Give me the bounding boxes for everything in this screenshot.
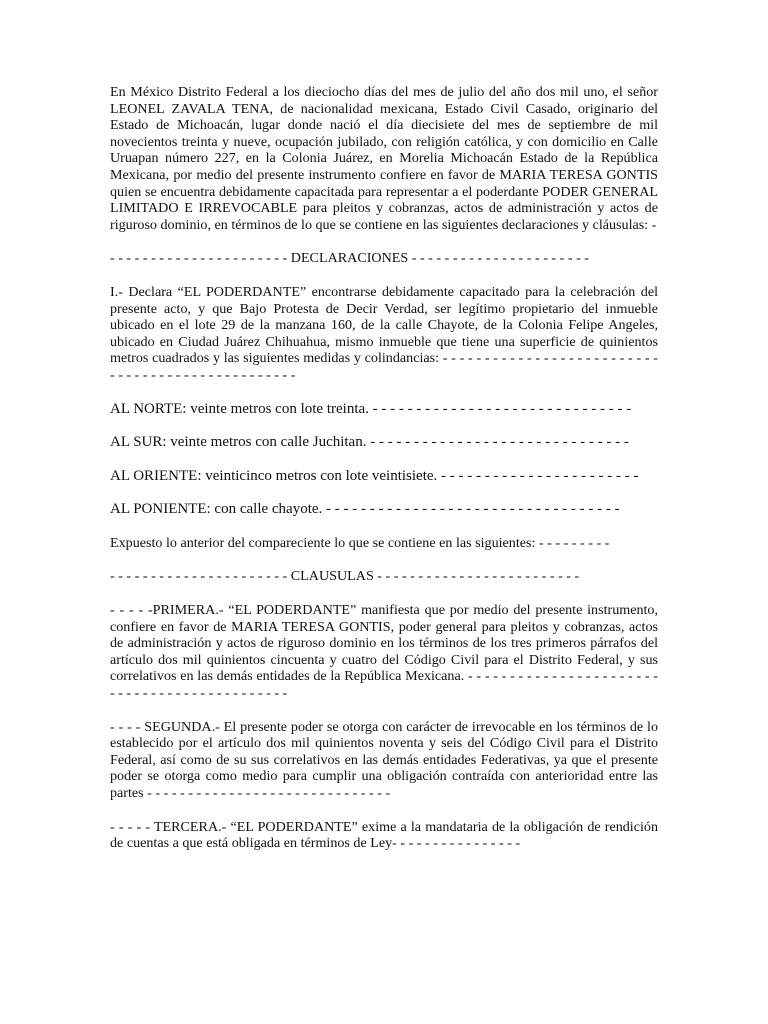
declaraciones-heading: - - - - - - - - - - - - - - - - - - - - - - DECLARACIONES - - - - - - - - - - - - - - - - - - - - - -: [110, 250, 589, 267]
tercera-clause: - - - - - TERCERA.- “EL PODERDANTE” exime a la mandataria de la obligación de rendición de cuentas a que está obligada en términos de Ley- - - - - - - - - - - - - - - -: [110, 818, 658, 852]
al-norte-paragraph: AL NORTE: veinte metros con lote treinta. - - - - - - - - - - - - - - - - - - - - - - - - - - - - - -: [110, 400, 632, 417]
al-sur-paragraph: AL SUR: veinte metros con calle Juchitan. - - - - - - - - - - - - - - - - - - - - - - - - - - - - - -: [110, 434, 629, 451]
expuesto-paragraph: Expuesto lo anterior del compareciente lo que se contiene en las siguientes: - - - - - - - - -: [110, 534, 610, 551]
declaracion-1-paragraph: I.- Declara “EL PODERDANTE” encontrarse debidamente capacitado para la celebración del presente acto, y que Bajo Protesta de Decir Verdad, ser legítimo propietario del inmueble ubicado en el lote 29 de la manzana 160, de la calle Chayote, de la Colonia Felipe Angeles, ubicado en Ciudad Juárez Chihuahua, mismo inmueble que tiene una superficie de quinientos metros cuadrados y las siguientes medidas y colindancias: - - - - - - - - - - - - - - - - - - - - - - - - - - - - - - - - - - - - - - - - - - - - - - - - -: [110, 283, 658, 383]
clausulas-heading: - - - - - - - - - - - - - - - - - - - - - - CLAUSULAS - - - - - - - - - - - - - - - - - - - - - - - - -: [110, 568, 580, 585]
intro-paragraph: En México Distrito Federal a los dieciocho días del mes de julio del año dos mil uno, el señor LEONEL ZAVALA TENA, de nacionalidad mexicana, Estado Civil Casado, originario del Estado de Michoacán, lugar donde nació el día diecisiete del mes de septiembre de mil novecientos treinta y nueve, ocupación jubilado, con religión católica, y con domicilio en Calle Uruapan número 227, en la Colonia Juárez, en Morelia Michoacán Estado de la República Mexicana, por medio del presente instrumento confiere en favor de MARIA TERESA GONTIS quien se encuentra debidamente capacitada para representar a el poderdante PODER GENERAL LIMITADO E IRREVOCABLE para pleitos y cobranzas, actos de administración y actos de riguroso dominio, en términos de lo que se contiene en las siguientes declaraciones y cláusulas: -: [110, 84, 658, 233]
al-oriente-paragraph: AL ORIENTE: veinticinco metros con lote veintisiete. - - - - - - - - - - - - - - - - - - - - - - -: [110, 467, 639, 484]
primera-clause: - - - - -PRIMERA.- “EL PODERDANTE” manifiesta que por medio del presente instrumento, confiere en favor de MARIA TERESA GONTIS, poder general para pleitos y cobranzas, actos de administración y actos de riguroso dominio en los términos de los tres primeros párrafos del artículo dos mil quinientos cincuenta y cuatro del Código Civil para el Distrito Federal, y sus correlativos en las demás entidades de la República Mexicana. - - - - - - - - - - - - - - - - - - - - - - - - - - - - - - - - - - - - - - - - - - - - -: [110, 602, 658, 702]
segunda-clause: - - - - SEGUNDA.- El presente poder se otorga con carácter de irrevocable en los términos de lo establecido por el artículo dos mil quinientos noventa y seis del Código Civil para el Distrito Federal, así como de su sus correlativos en las demás entidades Federativas, ya que el presente poder se otorga como medio para cumplir una obligación contraída con anterioridad entre las partes - - - - - - - - - - - - - - - - - - - - - - - - - - - - - -: [110, 718, 658, 801]
document-page: [110, 84, 658, 869]
al-poniente-paragraph: AL PONIENTE: con calle chayote. - - - - - - - - - - - - - - - - - - - - - - - - - - - - - - - - - -: [110, 501, 620, 518]
